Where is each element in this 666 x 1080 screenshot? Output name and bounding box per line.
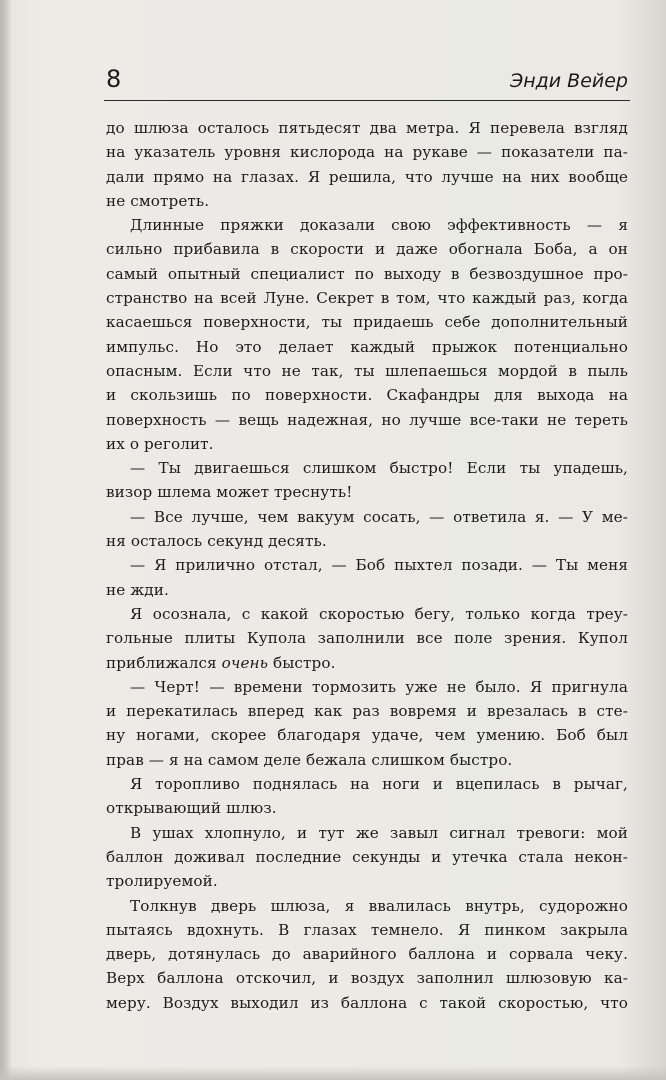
text-line: Я торопливо поднялась на ноги и вцепилась в рычаг,: [130, 775, 628, 794]
text-line: их о реголит.: [106, 434, 214, 453]
text-fragment: приближался: [106, 653, 222, 672]
text-line: тролируемой.: [106, 872, 218, 891]
text-line: баллон доживал последние секунды и утечка стала некон-: [106, 847, 628, 866]
body-text: [106, 116, 628, 1015]
text-line: опасным. Если что не так, ты шлепаешься мордой в пыль: [106, 361, 628, 380]
text-line: — Все лучше, чем вакуум сосать, — ответила я. — У ме-: [130, 507, 628, 526]
text-line: самый опытный специалист по выходу в безвоздушное про-: [106, 264, 628, 283]
text-line: Толкнув дверь шлюза, я ввалилась внутрь, судорожно: [130, 896, 628, 915]
text-line: Верх баллона отскочил, и воздух заполнил шлюзовую ка-: [106, 969, 628, 988]
text-line: Длинные пряжки доказали свою эффективность — я: [130, 216, 628, 235]
text-line: дали прямо на глазах. Я решила, что лучше на них вообще: [106, 167, 628, 186]
text-line: импульс. Но это делает каждый прыжок потенциально: [106, 337, 628, 356]
text-line: на указатель уровня кислорода на рукаве — показатели па-: [106, 143, 628, 162]
emphasized-word: очень: [221, 653, 269, 672]
text-line: пытаясь вдохнуть. В глазах темнело. Я пинком закрыла: [106, 920, 628, 939]
text-line: странство на всей Луне. Секрет в том, что каждый раз, когда: [106, 289, 628, 308]
text-line: — Ты двигаешься слишком быстро! Если ты упадешь,: [130, 459, 628, 478]
text-line: сильно прибавила в скорости и даже обогнала Боба, а он: [106, 240, 628, 259]
text-line: ну ногами, скорее благодаря удаче, чем умению. Боб был: [106, 726, 628, 745]
text-line: и скользишь по поверхности. Скафандры для выхода на: [106, 386, 628, 405]
text-line: ня осталось секунд десять.: [106, 532, 327, 551]
text-line: В ушах хлопнуло, и тут же завыл сигнал тревоги: мой: [130, 823, 628, 842]
text-line: меру. Воздух выходил из баллона с такой скоростью, что: [106, 993, 628, 1012]
running-head-author: Энди Вейер: [509, 70, 628, 92]
text-line: визор шлема может треснуть!: [106, 483, 353, 502]
text-line: Я осознала, с какой скоростью бегу, только когда треу-: [130, 604, 628, 623]
header-rule: [104, 100, 630, 101]
text-line: поверхность — вещь надежная, но лучше все-таки не тереть: [106, 410, 628, 429]
page-number: 8: [106, 65, 122, 93]
text-line: не смотреть.: [106, 191, 210, 210]
text-line: [106, 651, 628, 675]
text-line: до шлюза осталось пятьдесят два метра. Я перевела взгляд: [106, 119, 628, 137]
text-line: не жди.: [106, 580, 169, 599]
text-line: — Черт! — времени тормозить уже не было. Я пригнула: [130, 677, 628, 696]
text-fragment: быстро.: [268, 653, 336, 672]
text-line: дверь, дотянулась до аварийного баллона и сорвала чеку.: [106, 945, 628, 964]
text-line: открывающий шлюз.: [106, 799, 277, 818]
text-line: — Я прилично отстал, — Боб пыхтел позади. — Ты меня: [130, 556, 628, 575]
text-line: касаешься поверхности, ты придаешь себе дополнительный: [106, 313, 628, 332]
text-line: и перекатилась вперед как раз вовремя и врезалась в сте-: [106, 702, 628, 721]
text-line: гольные плиты Купола заполнили все поле зрения. Купол: [106, 629, 628, 648]
page-gutter-shadow: [0, 0, 12, 1080]
page-edge-shadow: [0, 1066, 666, 1080]
text-line: прав — я на самом деле бежала слишком быстро.: [106, 750, 513, 769]
